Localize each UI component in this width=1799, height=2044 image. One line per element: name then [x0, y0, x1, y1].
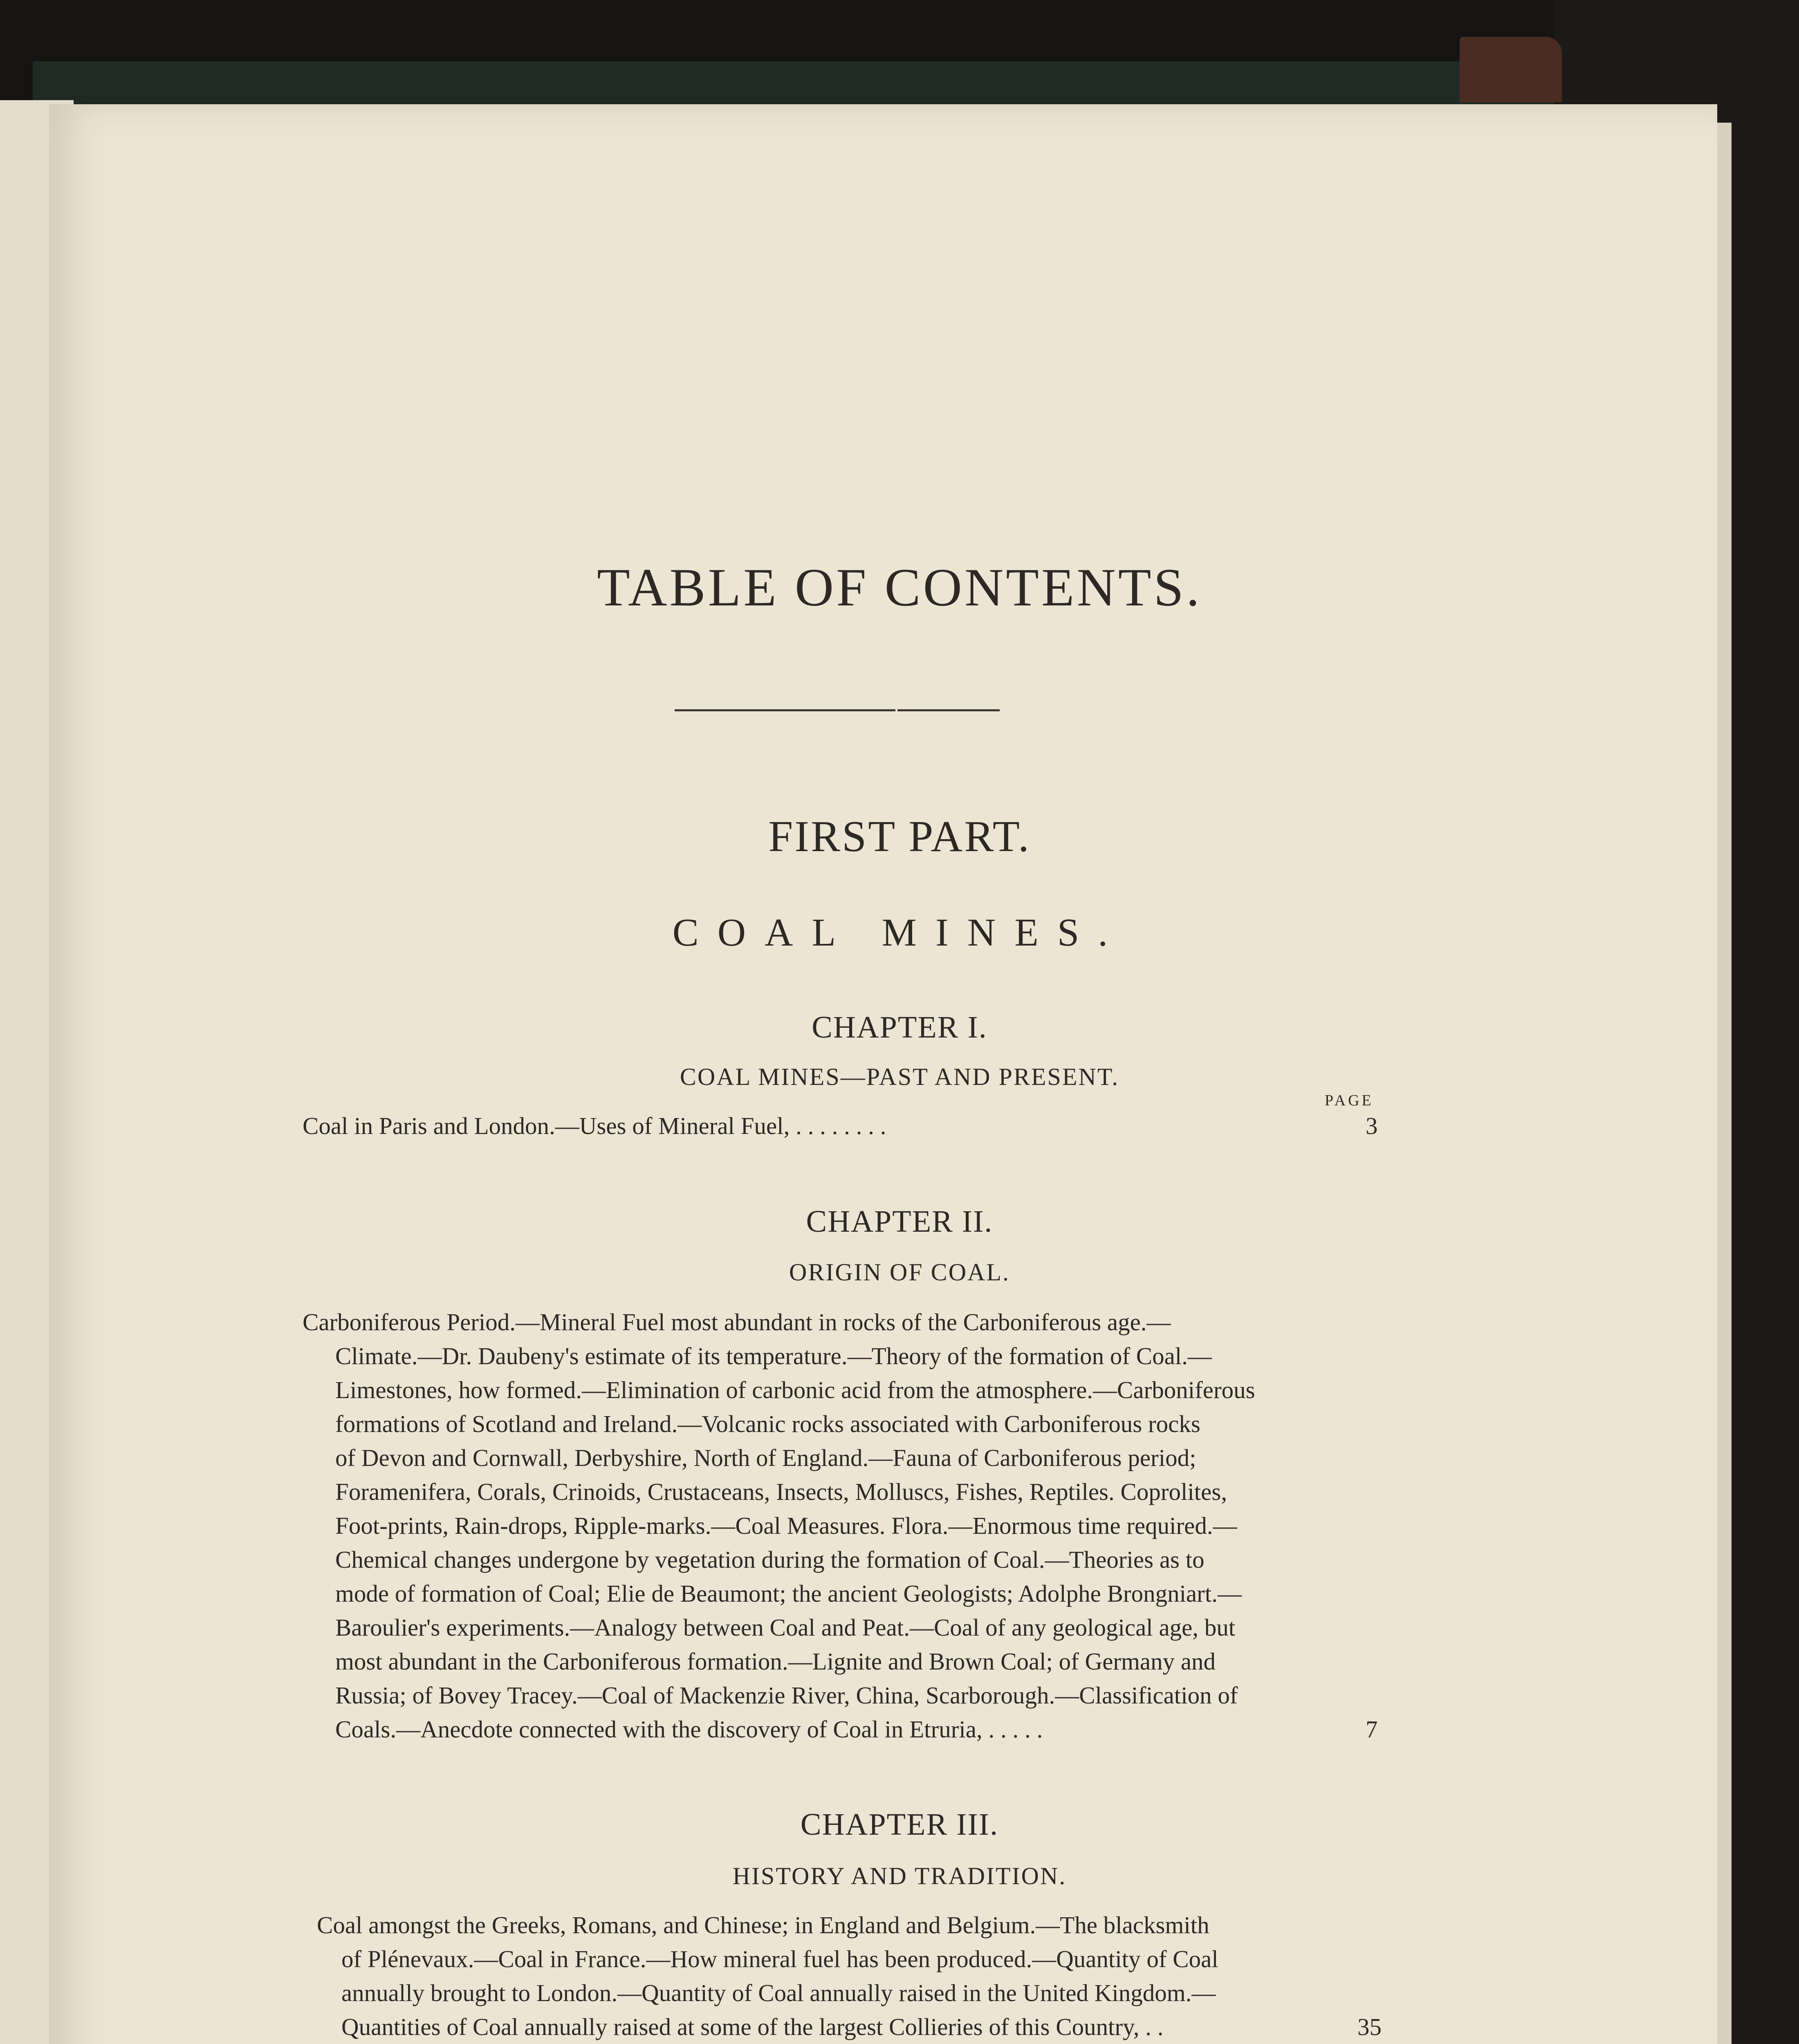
chapter-2-line: Coals.—Anecdote connected with the discovery of Coal in Etruria, . . . . .	[335, 1716, 1043, 1743]
chapter-1-title: COAL MINES—PAST AND PRESENT.	[680, 1063, 1119, 1090]
chapter-3-line: of Plénevaux.—Coal in France.—How mineral fuel has been produced.—Quantity of Coal	[341, 1945, 1218, 1972]
book-cover-edge	[33, 61, 1554, 106]
chapter-3-line: annually brought to London.—Quantity of Coal annually raised in the United Kingdom.—	[341, 1979, 1216, 2006]
chapter-1-page: 3	[1366, 1112, 1378, 1139]
chapter-2-line: Carboniferous Period.—Mineral Fuel most abundant in rocks of the Carboniferous age.—	[303, 1309, 1171, 1336]
chapter-3-page: 35	[1357, 2013, 1382, 2040]
chapter-2-line: Russia; of Bovey Tracey.—Coal of Mackenzie River, China, Scarborough.—Classification of	[335, 1682, 1238, 1709]
chapter-2-line: Foot-prints, Rain-drops, Ripple-marks.—Coal Measures. Flora.—Enormous time required.—	[335, 1512, 1237, 1539]
chapter-3-line: Quantities of Coal annually raised at some of the largest Collieries of this Country, . .	[341, 2013, 1164, 2040]
chapter-2-line: Limestones, how formed.—Elimination of carbonic acid from the atmosphere.—Carboniferous	[335, 1376, 1255, 1403]
chapter-2-line: Foramenifera, Corals, Crinoids, Crustaceans, Insects, Molluscs, Fishes, Reptiles. Coprolites,	[335, 1478, 1227, 1505]
chapter-3-title: HISTORY AND TRADITION.	[732, 1862, 1067, 1889]
chapter-2-page: 7	[1366, 1716, 1378, 1743]
part-heading: FIRST PART.	[768, 812, 1031, 861]
title-rule-right	[897, 709, 1000, 711]
chapter-2-line: of Devon and Cornwall, Derbyshire, North of England.—Fauna of Carboniferous period;	[335, 1444, 1196, 1471]
chapter-2-line: Chemical changes undergone by vegetation during the formation of Coal.—Theories as to	[335, 1546, 1205, 1573]
chapter-2-title: ORIGIN OF COAL.	[789, 1259, 1010, 1286]
chapter-1-line: Coal in Paris and London.—Uses of Mineral Fuel, . . . . . . . .	[303, 1112, 886, 1139]
chapter-2-number: CHAPTER II.	[806, 1204, 993, 1239]
part-subtitle: COAL MINES.	[672, 910, 1127, 954]
chapter-1-number: CHAPTER I.	[812, 1010, 987, 1044]
chapter-2-line: Baroulier's experiments.—Analogy between Coal and Peat.—Coal of any geological age, but	[335, 1614, 1236, 1641]
title-rule-left	[675, 709, 895, 711]
chapter-3-number: CHAPTER III.	[800, 1807, 999, 1842]
chapter-3-line: Coal amongst the Greeks, Romans, and Chinese; in England and Belgium.—The blacksmith	[317, 1912, 1209, 1939]
book-cover-corner	[1460, 37, 1562, 102]
chapter-2-line: most abundant in the Carboniferous formation.—Lignite and Brown Coal; of Germany and	[335, 1648, 1216, 1675]
chapter-2-line: formations of Scotland and Ireland.—Volcanic rocks associated with Carboniferous rocks	[335, 1410, 1200, 1437]
chapter-2-line: Climate.—Dr. Daubeny's estimate of its temperature.—Theory of the formation of Coal.—	[335, 1342, 1212, 1369]
chapter-2-line: mode of formation of Coal; Elie de Beaumont; the ancient Geologists; Adolphe Brongniart.—	[335, 1580, 1242, 1607]
page-column-header: PAGE	[1325, 1092, 1374, 1109]
page-title: TABLE OF CONTENTS.	[597, 557, 1202, 617]
